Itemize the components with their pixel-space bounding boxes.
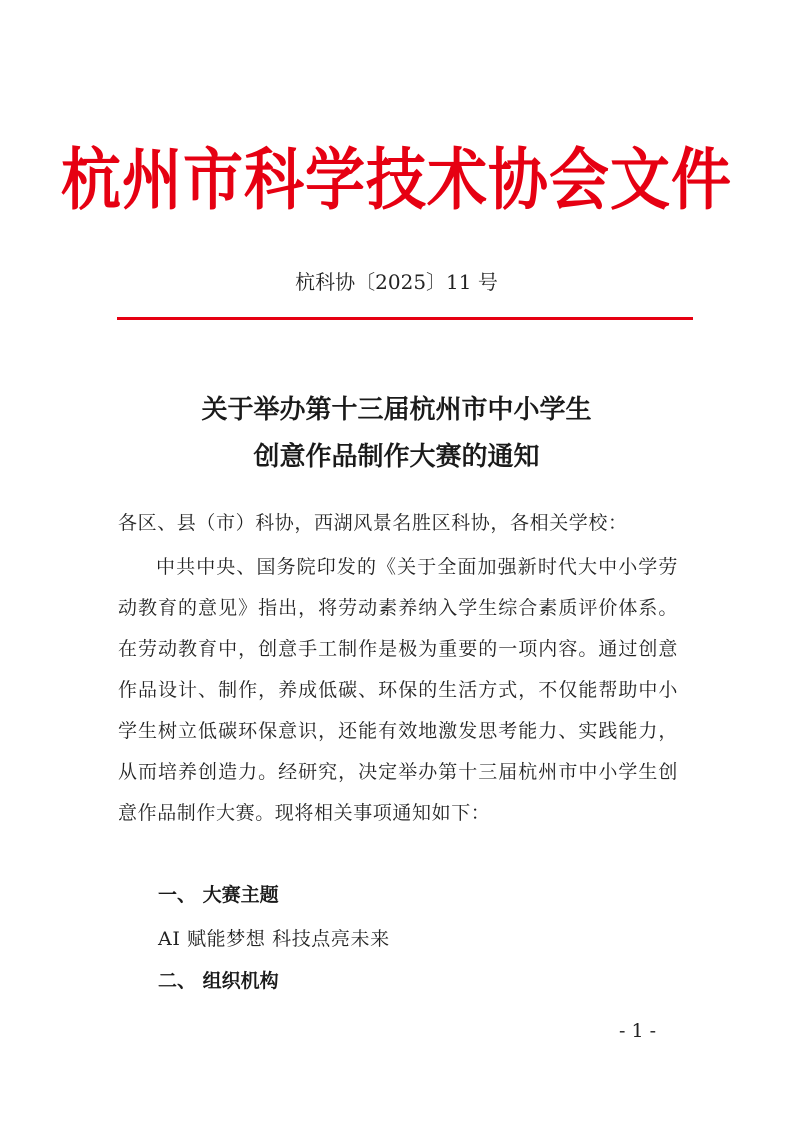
red-separator-line — [117, 317, 693, 320]
section-heading-theme: 一、 大赛主题 — [158, 884, 279, 906]
document-masthead: 杭州市科学技术协会文件 — [61, 141, 732, 220]
section-heading-organization: 二、 组织机构 — [158, 970, 279, 992]
notice-title-line-1: 关于举办第十三届杭州市中小学生 — [201, 395, 592, 425]
section-theme-content: AI 赋能梦想 科技点亮未来 — [158, 928, 390, 950]
body-paragraph: 中共中央、国务院印发的《关于全面加强新时代大中小学劳动教育的意见》指出，将劳动素养纳入学生综合素质评价体系。在劳动教育中，创意手工制作是极为重要的一项内容。通过创意作品设计、制作，养成低碳、环保的生活方式，不仅能帮助中小学生树立低碳环保意识，还能有效地激发思考能力、实践能力，从而培养创造力。经研究，决定举办第十三届杭州市中小学生创意作品制作大赛。现将相关事项通知如下： — [118, 556, 678, 824]
page-number: - 1 - — [619, 1020, 657, 1042]
addressee: 各区、县（市）科协，西湖风景名胜区科协，各相关学校： — [118, 512, 628, 534]
notice-title-line-2: 创意作品制作大赛的通知 — [253, 442, 540, 472]
document-number: 杭科协〔2025〕11 号 — [295, 270, 498, 294]
